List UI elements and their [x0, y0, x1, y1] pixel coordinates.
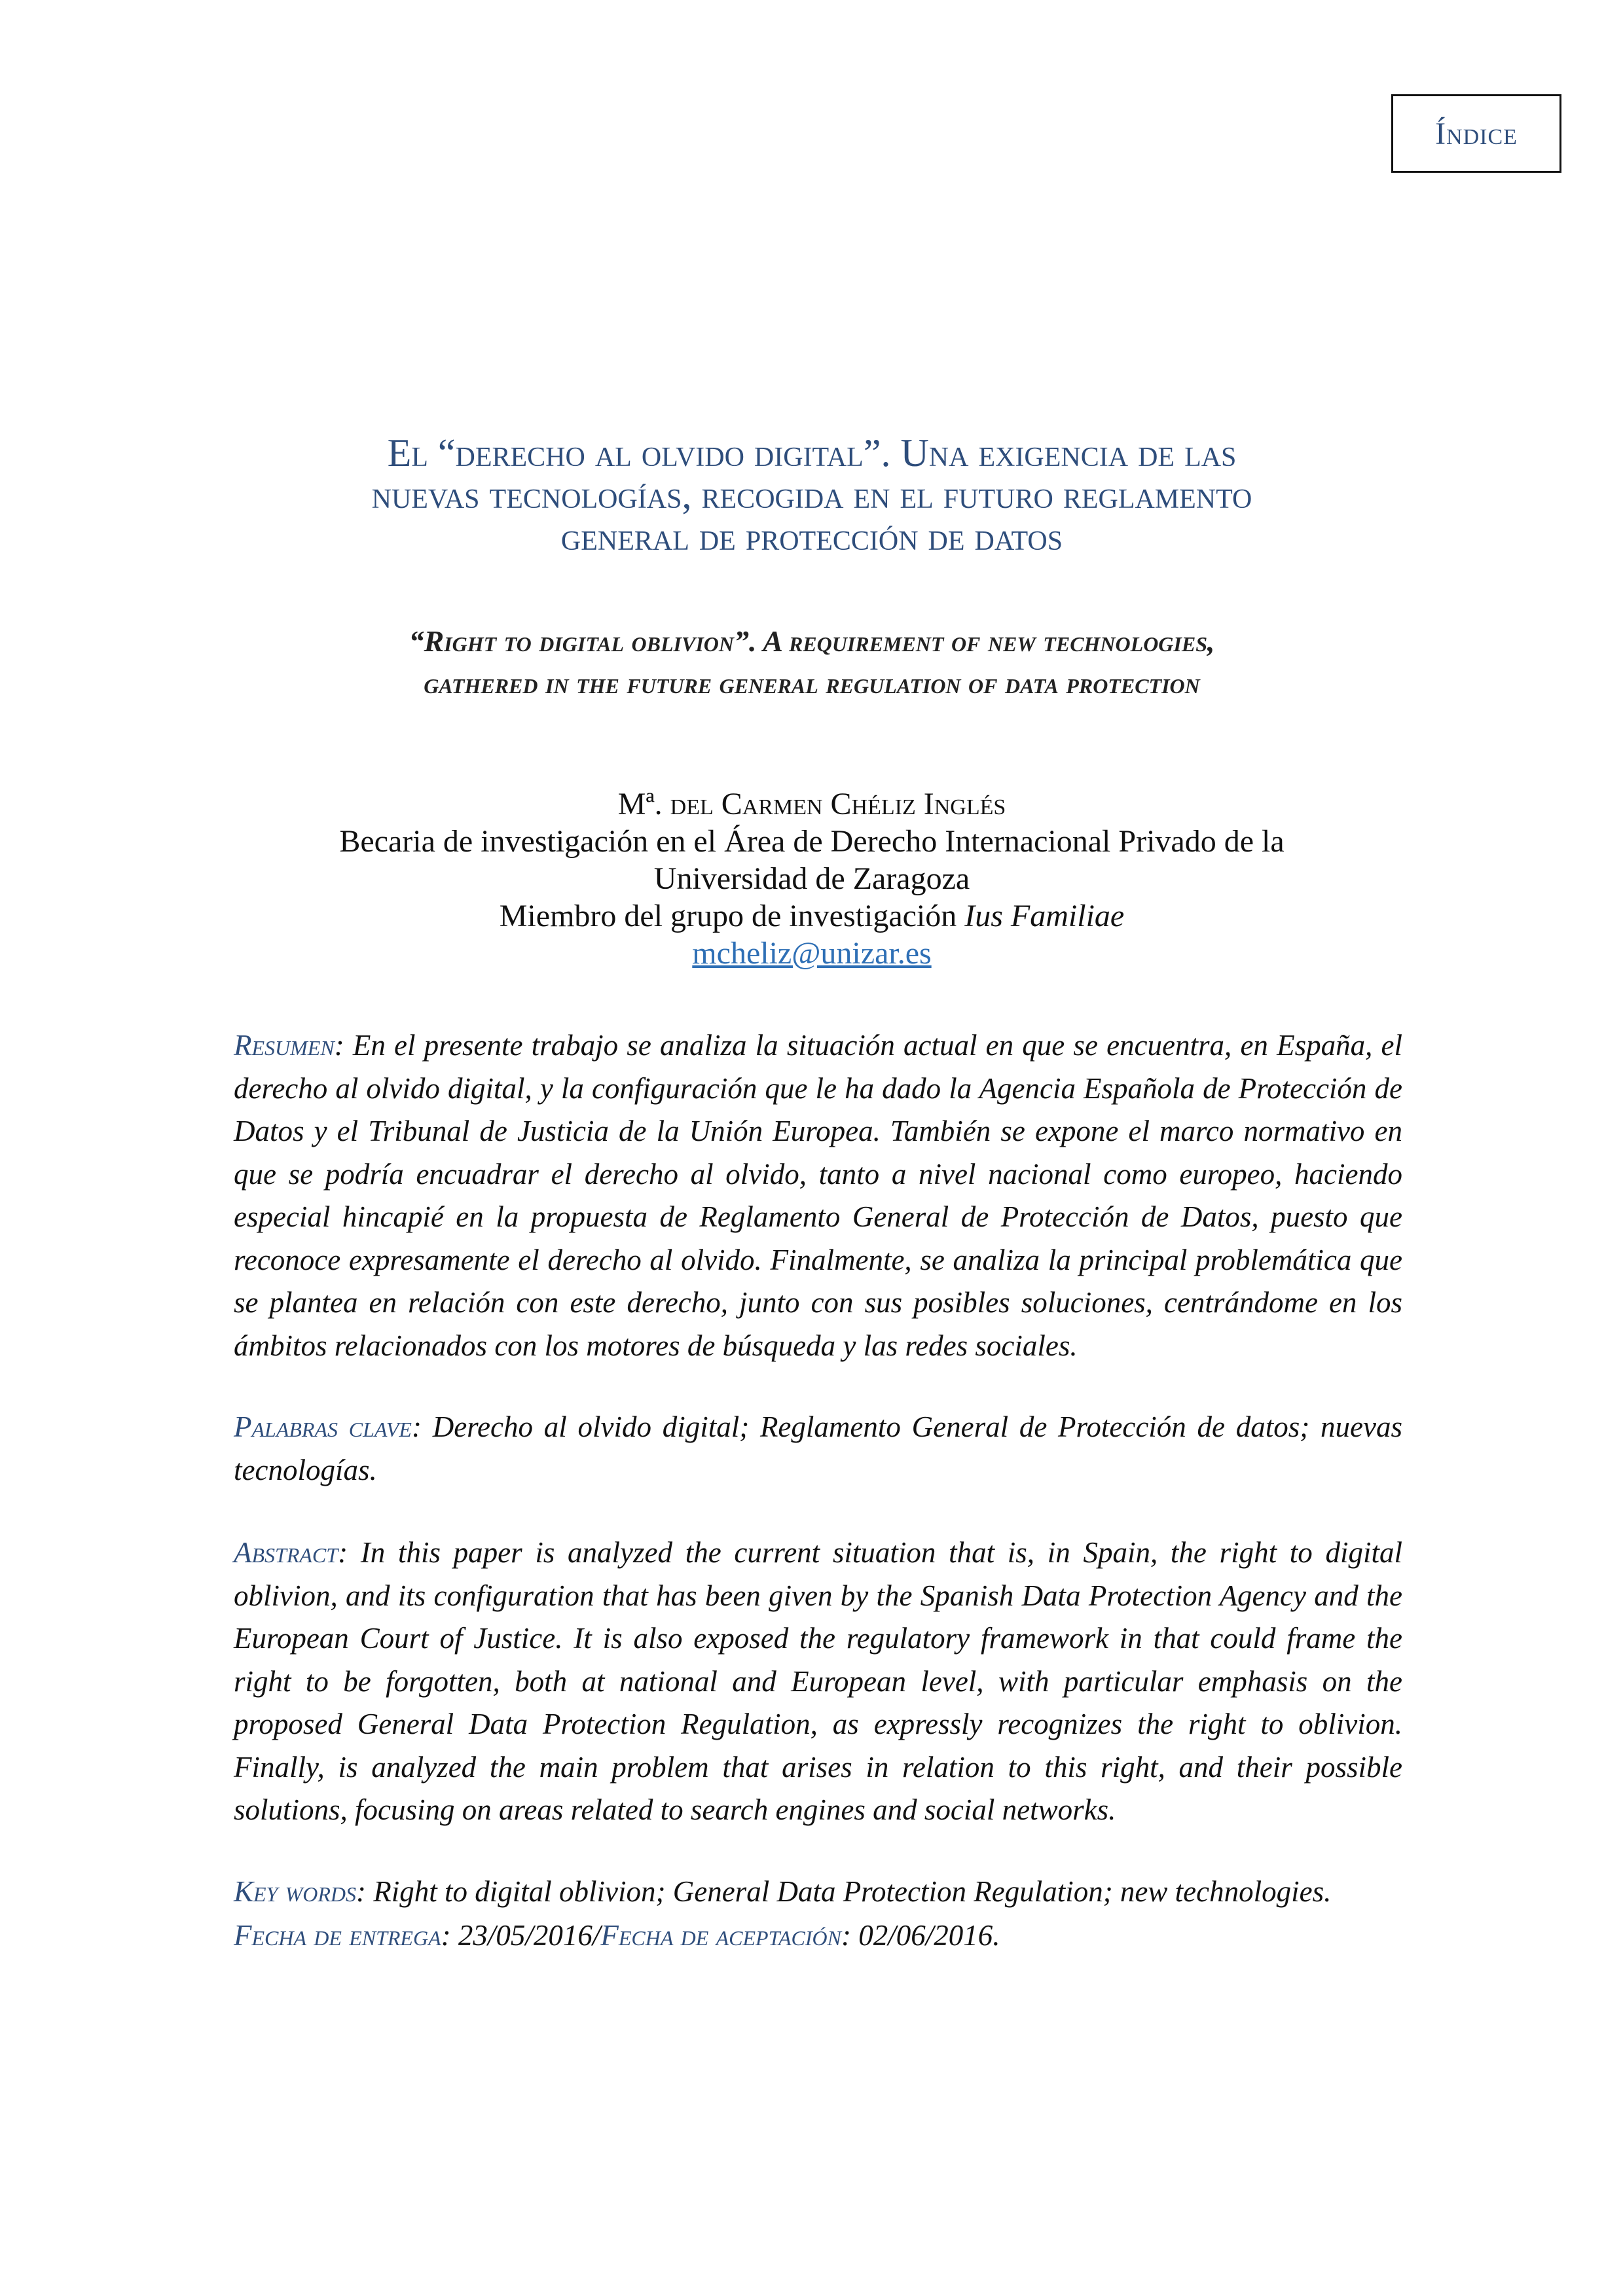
- subtitle-line-1: “Right to digital oblivion”. A requirement of new technologies,: [409, 624, 1215, 658]
- title-line-2: nuevas tecnologías, recogida en el futuro reglamento: [371, 473, 1252, 516]
- palabras-clave-text: : Derecho al olvido digital; Reglamento General de Protección de datos; nuevas tecnologías.: [234, 1410, 1402, 1486]
- abstract-paragraph: [234, 1532, 1402, 1832]
- fecha-aceptacion-label: Fecha de aceptación: [600, 1919, 841, 1952]
- fecha-aceptacion-value: : 02/06/2016.: [841, 1919, 1000, 1952]
- research-group-prefix: Miembro del grupo de investigación: [499, 899, 965, 933]
- author-block: [196, 785, 1427, 972]
- index-link-button[interactable]: [1391, 94, 1561, 173]
- palabras-clave-label: Palabras clave: [234, 1410, 412, 1443]
- key-words-paragraph: [234, 1871, 1402, 1914]
- author-email-link[interactable]: mcheliz@unizar.es: [692, 936, 932, 971]
- author-affiliation-line-2: Universidad de Zaragoza: [653, 861, 970, 896]
- author-research-group: [196, 897, 1427, 935]
- palabras-clave-paragraph: [234, 1406, 1402, 1492]
- fecha-entrega-label: Fecha de entrega: [234, 1919, 441, 1952]
- research-group-name: Ius Familiae: [964, 899, 1125, 933]
- resumen-label: Resumen: [234, 1029, 335, 1062]
- title-line-1: El “derecho al olvido digital”. Una exigencia de las: [387, 431, 1237, 475]
- resumen-paragraph: [234, 1024, 1402, 1367]
- key-words-label: Key words: [234, 1875, 357, 1908]
- author-name: Mª. del Carmen Chéliz Inglés: [617, 787, 1006, 821]
- abstract-label: Abstract: [234, 1536, 338, 1569]
- key-words-text: : Right to digital oblivion; General Data Protection Regulation; new technologies.: [356, 1875, 1332, 1908]
- title-line-3: general de protección de datos: [560, 515, 1063, 558]
- article-title: [196, 432, 1427, 558]
- resumen-text: : En el presente trabajo se analiza la situación actual en que se encuentra, en España, el derecho al olvido digital, y la configuración que le ha dado la Agencia Española de Protección de Datos y el Tribunal de Justicia de la Unión Europea. También se expone el marco normativo en que se podría encuadrar el derecho al olvido, tanto a nivel nacional como europeo, haciendo especial hincapié en la propuesta de Reglamento General de Protección de Datos, puesto que reconoce expresamente el derecho al olvido. Finalmente, se analiza la principal problemática que se plantea en relación con este derecho, junto con sus posibles soluciones, centrándome en los ámbitos relacionados con los motores de búsqueda y las redes sociales.: [234, 1029, 1402, 1362]
- article-subtitle-english: [196, 620, 1427, 704]
- index-link-label: Índice: [1435, 116, 1518, 151]
- subtitle-line-2: gathered in the future general regulation of data protection: [424, 666, 1200, 700]
- author-affiliation-line-1: Becaria de investigación en el Área de Derecho Internacional Privado de la: [339, 824, 1285, 859]
- fechas-paragraph: [234, 1914, 1402, 1958]
- fecha-entrega-value: : 23/05/2016/: [441, 1919, 601, 1952]
- abstract-text: : In this paper is analyzed the current situation that is, in Spain, the right to digital oblivion, and its configuration that has been given by the Spanish Data Protection Agency and the European Court of Justice. It is also exposed the regulatory framework in that could frame the right to be forgotten, both at national and European level, with particular emphasis on the proposed General Data Protection Regulation, as expressly recognizes the right to oblivion. Finally, is analyzed the main problem that arises in relation to this right, and their possible solutions, focusing on areas related to search engines and social networks.: [234, 1536, 1402, 1826]
